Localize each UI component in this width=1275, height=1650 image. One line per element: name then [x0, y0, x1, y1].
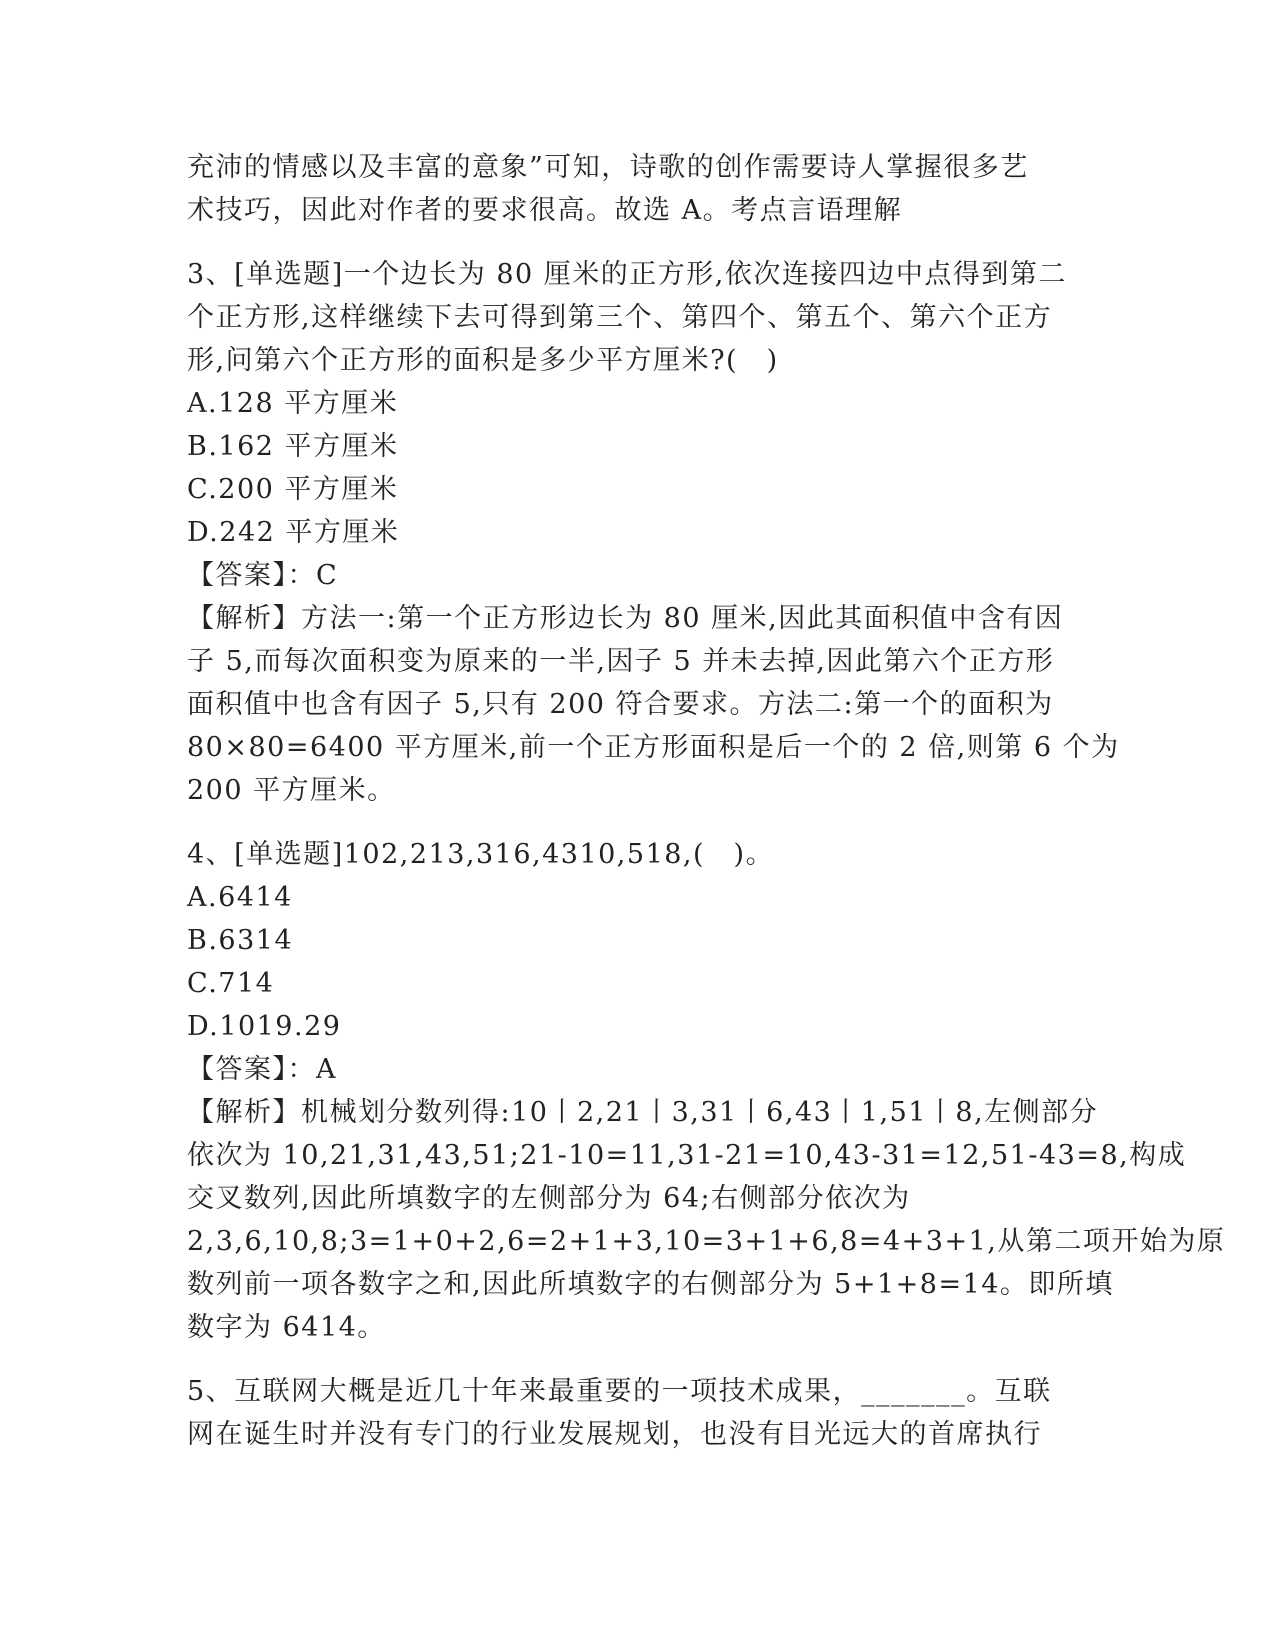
question-stem-line: 3、[单选题]一个边长为 80 厘米的正方形,依次连接四边中点得到第二	[187, 259, 1067, 290]
question-4	[187, 833, 1226, 1349]
question-stem-line: 形,问第六个正方形的面积是多少平方厘米?( )	[187, 345, 779, 376]
text-line: 充沛的情感以及丰富的意象”可知，诗歌的创作需要诗人掌握很多艺	[187, 152, 1029, 183]
paragraph-gap	[187, 1349, 1087, 1370]
paragraph-gap	[187, 812, 1087, 833]
analysis-line: 依次为 10,21,31,43,51;21-10=11,31-21=10,43-31=12,51-43=8,构成	[187, 1140, 1187, 1171]
analysis-line: 数列前一项各数字之和,因此所填数字的右侧部分为 5+1+8=14。即所填	[187, 1269, 1114, 1300]
analysis-line: 200 平方厘米。	[187, 775, 396, 806]
question-3	[187, 253, 1120, 812]
question-stem-line: 5、互联网大概是近几十年来最重要的一项技术成果，_______。互联	[187, 1376, 1052, 1407]
paragraph-gap	[187, 232, 1087, 253]
option-a: A.128 平方厘米	[187, 388, 399, 419]
option-b: B.162 平方厘米	[187, 431, 399, 462]
analysis-line: 交叉数列,因此所填数字的左侧部分为 64;右侧部分依次为	[187, 1183, 911, 1214]
answer-line: 【答案】：C	[187, 560, 339, 591]
question-5	[187, 1370, 1087, 1456]
analysis-line: 【解析】方法一:第一个正方形边长为 80 厘米,因此其面积值中含有因	[187, 603, 1064, 634]
document-page	[187, 146, 1226, 1456]
option-b: B.6314	[187, 925, 294, 956]
option-c: C.200 平方厘米	[187, 474, 399, 505]
analysis-line: 2,3,6,10,8;3=1+0+2,6=2+1+3,10=3+1+6,8=4+3+1,从第二项开始为原	[187, 1226, 1226, 1257]
question-stem-line: 个正方形,这样继续下去可得到第三个、第四个、第五个、第六个正方	[187, 302, 1053, 333]
analysis-line: 子 5,而每次面积变为原来的一半,因子 5 并未去掉,因此第六个正方形	[187, 646, 1055, 677]
question-stem-line: 网在诞生时并没有专门的行业发展规划，也没有目光远大的首席执行	[187, 1419, 1042, 1450]
option-c: C.714	[187, 968, 275, 999]
analysis-line: 80×80=6400 平方厘米,前一个正方形面积是后一个的 2 倍,则第 6 个为	[187, 732, 1120, 763]
option-a: A.6414	[187, 882, 293, 913]
answer-line: 【答案】：A	[187, 1054, 337, 1085]
option-d: D.1019.29	[187, 1011, 342, 1042]
analysis-line: 【解析】机械划分数列得:10丨2,21丨3,31丨6,43丨1,51丨8,左侧部分	[187, 1097, 1099, 1128]
option-d: D.242 平方厘米	[187, 517, 400, 548]
question-stem-line: 4、[单选题]102,213,316,4310,518,( )。	[187, 839, 775, 870]
text-line: 术技巧，因此对作者的要求很高。故选 A。考点言语理解	[187, 195, 903, 226]
intro-paragraph	[187, 146, 1087, 232]
analysis-line: 数字为 6414。	[187, 1312, 386, 1343]
analysis-line: 面积值中也含有因子 5,只有 200 符合要求。方法二:第一个的面积为	[187, 689, 1054, 720]
